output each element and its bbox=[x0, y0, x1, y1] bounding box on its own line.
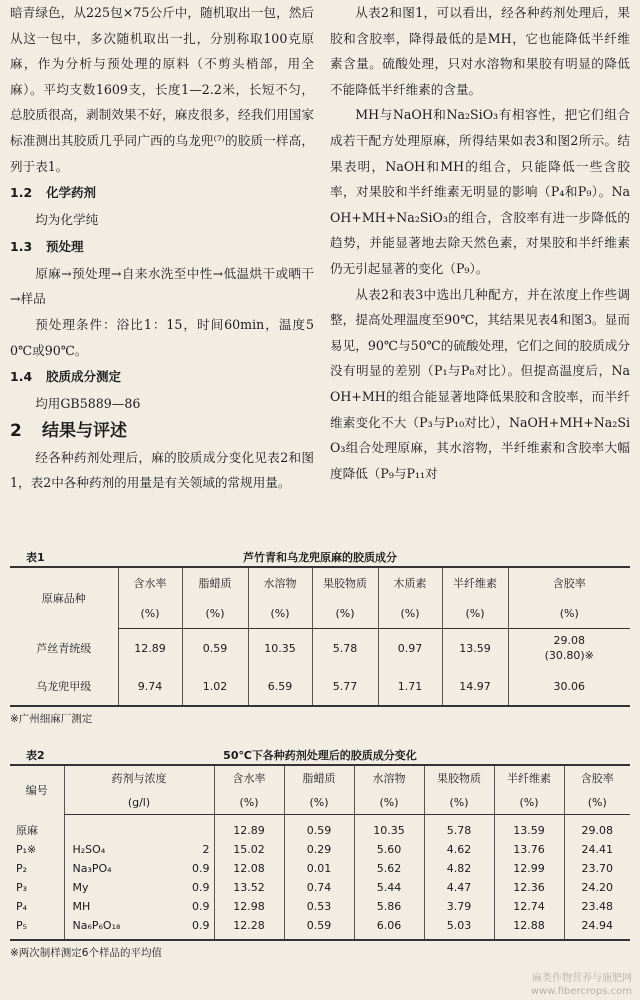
table-cell: 0.53 bbox=[284, 897, 354, 916]
table-cell: 乌龙兜甲级 bbox=[10, 667, 118, 706]
table-cell: 12.89 bbox=[118, 629, 182, 668]
table-cell: 5.77 bbox=[312, 667, 378, 706]
table-row bbox=[10, 859, 630, 878]
table-cell: 0.59 bbox=[182, 629, 248, 668]
right-column bbox=[330, 0, 630, 486]
table-row bbox=[10, 815, 630, 841]
section-2-heading: 2 结果与评述 bbox=[10, 420, 127, 441]
table-1-header: 半纤维素 bbox=[442, 567, 508, 598]
table-cell bbox=[156, 815, 214, 841]
table-2-header: 水溶物 bbox=[354, 765, 424, 790]
table-cell: 5.86 bbox=[354, 897, 424, 916]
table-row bbox=[10, 897, 630, 916]
table-cell: 12.89 bbox=[214, 815, 284, 841]
table-cell: 9.74 bbox=[118, 667, 182, 706]
paragraph-reagents: 均为化学纯 bbox=[35, 212, 99, 228]
table-1-header: 脂蜡质 bbox=[182, 567, 248, 598]
table-1-footnote: ※广州细麻厂测定 bbox=[10, 713, 93, 725]
table-1-header: 含水率 bbox=[118, 567, 182, 598]
table-cell: 0.97 bbox=[378, 629, 442, 668]
table-1-header: 水溶物 bbox=[248, 567, 312, 598]
table-cell: 29.08 (30.80)※ bbox=[508, 629, 630, 668]
table-cell: 0.29 bbox=[284, 840, 354, 859]
table-cell: P₁※ bbox=[16, 843, 37, 856]
table-cell: 24.41 bbox=[564, 840, 630, 859]
table-cell: 0.9 bbox=[156, 916, 214, 940]
table-1-unit: (%) bbox=[248, 598, 312, 629]
table-cell: My bbox=[64, 878, 156, 897]
table-cell: 5.78 bbox=[312, 629, 378, 668]
table-cell: H₂SO₄ bbox=[64, 840, 156, 859]
table-1-caption: 表1 芦竹青和乌龙兜原麻的胶质成分 bbox=[26, 551, 397, 564]
table-cell: 13.76 bbox=[494, 840, 564, 859]
table-cell: 0.9 bbox=[192, 862, 210, 875]
table-cell: 0.59 bbox=[284, 815, 354, 841]
table-cell: 13.52 bbox=[214, 878, 284, 897]
table-2-header: 脂蜡质 bbox=[284, 765, 354, 790]
table-cell: 0.01 bbox=[284, 859, 354, 878]
table-cell: MH bbox=[64, 897, 156, 916]
table-cell: 24.94 bbox=[564, 916, 630, 940]
table-2-unit: (%) bbox=[284, 790, 354, 815]
table-1-header: 木质素 bbox=[378, 567, 442, 598]
table-cell: 12.88 bbox=[494, 916, 564, 940]
table-1-unit: (%) bbox=[118, 598, 182, 629]
table-cell: 10.35 bbox=[248, 629, 312, 668]
table-2-agent-unit: (g/l) bbox=[64, 790, 214, 815]
table-cell bbox=[64, 815, 156, 841]
table-cell: 5.44 bbox=[354, 878, 424, 897]
table-1-unit: (%) bbox=[182, 598, 248, 629]
table-cell: Na₆P₆O₁₈ bbox=[64, 916, 156, 940]
table-row bbox=[10, 667, 630, 706]
paragraph-table3-discussion: MH与NaOH和Na₂SiO₃有相容性，把它们组合成若干配方处理原麻，所得结果如表3和图2所示。结果表明，NaOH和MH的组合，只能降低一些含胶率，对果胶和半纤维素无明显的影响（P₄和P₉）。NaOH+MH+Na₂SiO₃的组合，含胶率有进一步降低的趋势，并能显著地去除天然色素，对果胶和半纤维素仍无引起显著的变化（P₉）。 bbox=[330, 107, 630, 276]
table-cell: 6.06 bbox=[354, 916, 424, 940]
table-1-note-value: (30.80)※ bbox=[544, 649, 594, 662]
section-1-4-heading: 1.4 胶质成分测定 bbox=[10, 369, 122, 385]
table-2-caption: 表2 50℃下各种药剂处理后的胶质成分变化 bbox=[26, 749, 417, 762]
watermark: 麻类作物营养与施肥网 www.fibercrops.com bbox=[530, 973, 632, 997]
table-row bbox=[10, 840, 630, 859]
table-cell: 0.9 bbox=[192, 900, 210, 913]
table-2-unit: (%) bbox=[494, 790, 564, 815]
table-cell: 5.60 bbox=[354, 840, 424, 859]
paragraph-results-intro: 经各种药剂处理后，麻的胶质成分变化见表2和图1，表2中各种药剂的用量是有关领域的常规用量。 bbox=[10, 449, 314, 491]
table-cell: 0.9 bbox=[192, 881, 210, 894]
table-cell: 12.36 bbox=[494, 878, 564, 897]
table-2-header: 含水率 bbox=[214, 765, 284, 790]
table-cell: 12.74 bbox=[494, 897, 564, 916]
table-cell: 10.35 bbox=[354, 815, 424, 841]
table-1-unit: (%) bbox=[508, 598, 630, 629]
table-cell: 12.08 bbox=[214, 859, 284, 878]
table-1-header-variety: 原麻品种 bbox=[10, 567, 118, 629]
table-cell: Na₃PO₄ bbox=[64, 859, 156, 878]
table-cell: 1.71 bbox=[378, 667, 442, 706]
table-cell: 14.97 bbox=[442, 667, 508, 706]
paragraph-pretreatment-flow: 原麻→预处理→自来水洗至中性→低温烘干或晒干→样品 bbox=[10, 265, 314, 307]
paragraph-table4-discussion: 从表2和表3中选出几种配方，并在浓度上作些调整，提高处理温度至90℃，其结果见表4和图3。显而易见，90℃与50℃的硫酸处理，它们之间的胶质成分没有明显的差别（P₁与P₈对比）。但提高温度后，NaOH+MH的组合能显著地降低果胶和含胶率，而半纤维素变化不大（P₃与P₁₀对比），NaOH+MH+Na₂SiO₃组合处理原麻，其水溶物，半纤维素和含胶率大幅度降低（P₉与P₁₁对 bbox=[330, 286, 630, 481]
table-cell: 23.48 bbox=[564, 897, 630, 916]
table-cell: 12.98 bbox=[214, 897, 284, 916]
table-cell: P₄ bbox=[16, 900, 28, 913]
table-cell: 5.62 bbox=[354, 859, 424, 878]
paragraph-pretreatment-conditions: 预处理条件：浴比1：15，时间60min，温度50℃或90℃。 bbox=[10, 316, 314, 358]
table-1-header: 含胶率 bbox=[508, 567, 630, 598]
table-cell: 13.59 bbox=[494, 815, 564, 841]
table-1-unit: (%) bbox=[378, 598, 442, 629]
table-2-unit: (%) bbox=[354, 790, 424, 815]
paragraph-method: 均用GB5889—86 bbox=[35, 396, 141, 412]
table-cell: 0.74 bbox=[284, 878, 354, 897]
section-1-2-heading: 1.2 化学药剂 bbox=[10, 185, 97, 201]
table-cell: 5.78 bbox=[424, 815, 494, 841]
table-2-header: 半纤维素 bbox=[494, 765, 564, 790]
table-cell: 12.99 bbox=[494, 859, 564, 878]
table-cell: 芦丝青统级 bbox=[36, 641, 92, 655]
table-2-grid bbox=[10, 764, 630, 941]
table-2-unit: (%) bbox=[424, 790, 494, 815]
table-cell: 4.47 bbox=[424, 878, 494, 897]
table-row bbox=[10, 916, 630, 940]
table-row bbox=[10, 629, 630, 668]
table-cell: 30.06 bbox=[508, 667, 630, 706]
table-2-header-agent: 药剂与浓度 bbox=[64, 765, 214, 790]
table-cell: 24.20 bbox=[564, 878, 630, 897]
table-1-grid bbox=[10, 566, 630, 707]
table-cell: P₃ bbox=[16, 881, 28, 894]
table-cell: 23.70 bbox=[564, 859, 630, 878]
table-1 bbox=[10, 546, 630, 726]
table-cell: 1.02 bbox=[182, 667, 248, 706]
table-2-body bbox=[10, 815, 630, 941]
left-column bbox=[10, 0, 314, 496]
table-2-header-id: 编号 bbox=[10, 765, 64, 815]
table-2-footnote: ※两次制样测定6个样品的平均值 bbox=[10, 947, 162, 959]
table-cell: 原麻 bbox=[16, 824, 38, 838]
table-cell: 5.03 bbox=[424, 916, 494, 940]
table-cell: 15.02 bbox=[214, 840, 284, 859]
table-cell: 12.28 bbox=[214, 916, 284, 940]
table-1-header: 果胶物质 bbox=[312, 567, 378, 598]
table-row bbox=[10, 878, 630, 897]
table-cell: P₅ bbox=[10, 916, 64, 940]
paragraph-table2-discussion: 从表2和图1，可以看出，经各种药剂处理后，果胶和含胶率，降得最低的是MH，它也能降低半纤维素含量。硫酸处理，只对水溶物和果胶有明显的降低不能降低半纤维素的含量。 bbox=[330, 5, 630, 97]
paragraph-intro: 暗青绿色，从225包×75公斤中，随机取出一包，然后从这一包中，多次随机取出一扎，分别称取100克原麻，作为分析与预处理的原料（不剪头梢部，用全麻）。平均支数1609支，长度1—2.2米，长短不匀，总胶质很高，剥制效果不好，麻皮很多，经我们用国家标准测出其胶质几乎同广西的乌龙兜⁽⁷⁾的胶质一样高，列于表1。 bbox=[10, 5, 314, 174]
table-cell: 2 bbox=[202, 843, 210, 856]
table-1-unit: (%) bbox=[312, 598, 378, 629]
table-cell: 13.59 bbox=[442, 629, 508, 668]
table-cell: 6.59 bbox=[248, 667, 312, 706]
table-cell: 4.82 bbox=[424, 859, 494, 878]
table-2-unit: (%) bbox=[214, 790, 284, 815]
table-cell: 4.62 bbox=[424, 840, 494, 859]
table-2 bbox=[10, 744, 630, 960]
table-2-header: 含胶率 bbox=[564, 765, 630, 790]
table-cell: P₂ bbox=[16, 862, 28, 875]
section-1-3-heading: 1.3 预处理 bbox=[10, 238, 84, 254]
table-1-unit: (%) bbox=[442, 598, 508, 629]
table-cell: 3.79 bbox=[424, 897, 494, 916]
table-2-unit: (%) bbox=[564, 790, 630, 815]
table-cell: 0.59 bbox=[284, 916, 354, 940]
table-cell: 29.08 bbox=[564, 815, 630, 841]
table-2-header: 果胶物质 bbox=[424, 765, 494, 790]
